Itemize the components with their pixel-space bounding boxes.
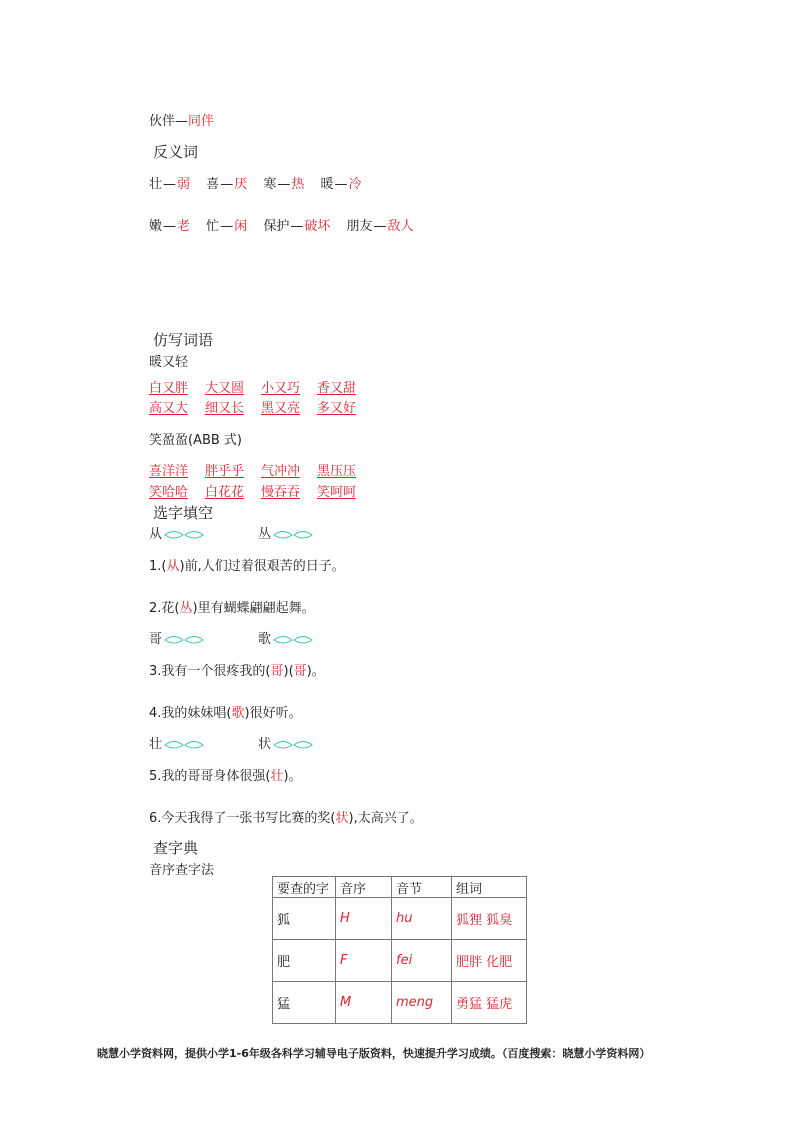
dictionary-title: 查字典 — [153, 839, 199, 857]
synonym-left: 伙伴 — [149, 114, 176, 129]
pattern-2-words-row-1 — [149, 460, 373, 479]
words-cell: 勇猛 猛虎 — [452, 982, 527, 1024]
pattern-2-words-row-2 — [149, 481, 373, 500]
antonym-pair: 喜—厌 — [206, 177, 248, 192]
synonym-line — [149, 110, 214, 129]
char-group-2b: 歌 — [258, 628, 313, 647]
char-group-3: 壮 — [149, 733, 204, 752]
leaf-icon — [273, 634, 313, 646]
leaf-icon — [164, 529, 204, 541]
page-footer: 晓慧小学资料网，提供小学1-6年级各科学习辅导电子版资料，快速提升学习成绩。（百度搜索：晓慧小学资料网） — [97, 1047, 651, 1060]
antonym-title: 反义词 — [153, 143, 199, 161]
char-group-2: 哥 — [149, 628, 204, 647]
answer-word: 白花花 — [205, 485, 245, 500]
antonym-pair: 朋友—敌人 — [346, 219, 414, 234]
answer-word: 高又大 — [149, 401, 189, 416]
answer-word: 多又好 — [317, 401, 357, 416]
header-cell: 要查的字 — [273, 877, 336, 898]
syllable-cell: meng — [392, 982, 452, 1024]
header-cell: 音节 — [392, 877, 452, 898]
antonym-pair: 忙—闲 — [206, 219, 248, 234]
words-cell: 狐狸 狐臭 — [452, 898, 527, 940]
question-3: 3.我有一个很疼我的(哥)(哥)。 — [149, 664, 325, 679]
syllable-cell: hu — [392, 898, 452, 940]
dash: — — [175, 114, 189, 129]
antonym-pair: 嫩—老 — [149, 219, 191, 234]
pattern-1-words-row-2 — [149, 397, 373, 416]
answer-word: 笑哈哈 — [149, 485, 189, 500]
leaf-icon — [164, 739, 204, 751]
table-row — [273, 940, 527, 982]
order-cell: F — [336, 940, 392, 982]
syllable-cell: fei — [392, 940, 452, 982]
char-cell: 肥 — [273, 940, 336, 982]
answer-word: 喜洋洋 — [149, 464, 189, 479]
question-5: 5.我的哥哥身体很强(壮)。 — [149, 769, 302, 784]
answer-word: 黑压压 — [317, 464, 357, 479]
answer-word: 大又圆 — [205, 381, 245, 396]
dictionary-table — [272, 876, 527, 1024]
char-cell: 猛 — [273, 982, 336, 1024]
header-cell: 组词 — [452, 877, 527, 898]
table-row — [273, 982, 527, 1024]
answer-word: 气冲冲 — [261, 464, 301, 479]
fill-title: 选字填空 — [153, 504, 214, 522]
leaf-icon — [273, 529, 313, 541]
char-group-3b: 状 — [258, 733, 313, 752]
question-4: 4.我的妹妹唱(歌)很好听。 — [149, 706, 302, 721]
header-cell: 音序 — [336, 877, 392, 898]
pattern-1-words-row-1 — [149, 377, 373, 396]
words-cell: 肥胖 化肥 — [452, 940, 527, 982]
antonym-pair: 寒—热 — [263, 177, 305, 192]
answer-word: 慢吞吞 — [261, 485, 301, 500]
table-header-row — [273, 877, 527, 898]
char-group-1b: 丛 — [258, 523, 313, 542]
pattern-2-label: 笑盈盈(ABB 式) — [149, 433, 243, 448]
answer-word: 香又甜 — [317, 381, 357, 396]
synonym-answer: 同伴 — [188, 114, 215, 129]
imitate-title: 仿写词语 — [153, 331, 214, 349]
pattern-1-label: 暖又轻 — [149, 355, 189, 370]
question-6: 6.今天我得了一张书写比赛的奖(状),太高兴了。 — [149, 811, 423, 826]
antonym-row-2 — [149, 215, 426, 234]
answer-word: 黑又亮 — [261, 401, 301, 416]
table-row — [273, 898, 527, 940]
question-1: 1.(从)前,人们过着很艰苦的日子。 — [149, 559, 345, 574]
leaf-icon — [273, 739, 313, 751]
answer-word: 小又巧 — [261, 381, 301, 396]
antonym-pair: 暖—冷 — [320, 177, 362, 192]
answer-word: 细又长 — [205, 401, 245, 416]
antonym-pair: 保护—破坏 — [263, 219, 331, 234]
answer-word: 白又胖 — [149, 381, 189, 396]
antonym-pair: 壮—弱 — [149, 177, 191, 192]
answer-word: 笑呵呵 — [317, 485, 357, 500]
order-cell: H — [336, 898, 392, 940]
question-2: 2.花(丛)里有蝴蝶翩翩起舞。 — [149, 601, 315, 616]
leaf-icon — [164, 634, 204, 646]
order-cell: M — [336, 982, 392, 1024]
dictionary-subtitle: 音序查字法 — [149, 863, 215, 878]
char-group-1: 从 — [149, 523, 204, 542]
antonym-row-1 — [149, 173, 374, 192]
answer-word: 胖乎乎 — [205, 464, 245, 479]
char-cell: 狐 — [273, 898, 336, 940]
